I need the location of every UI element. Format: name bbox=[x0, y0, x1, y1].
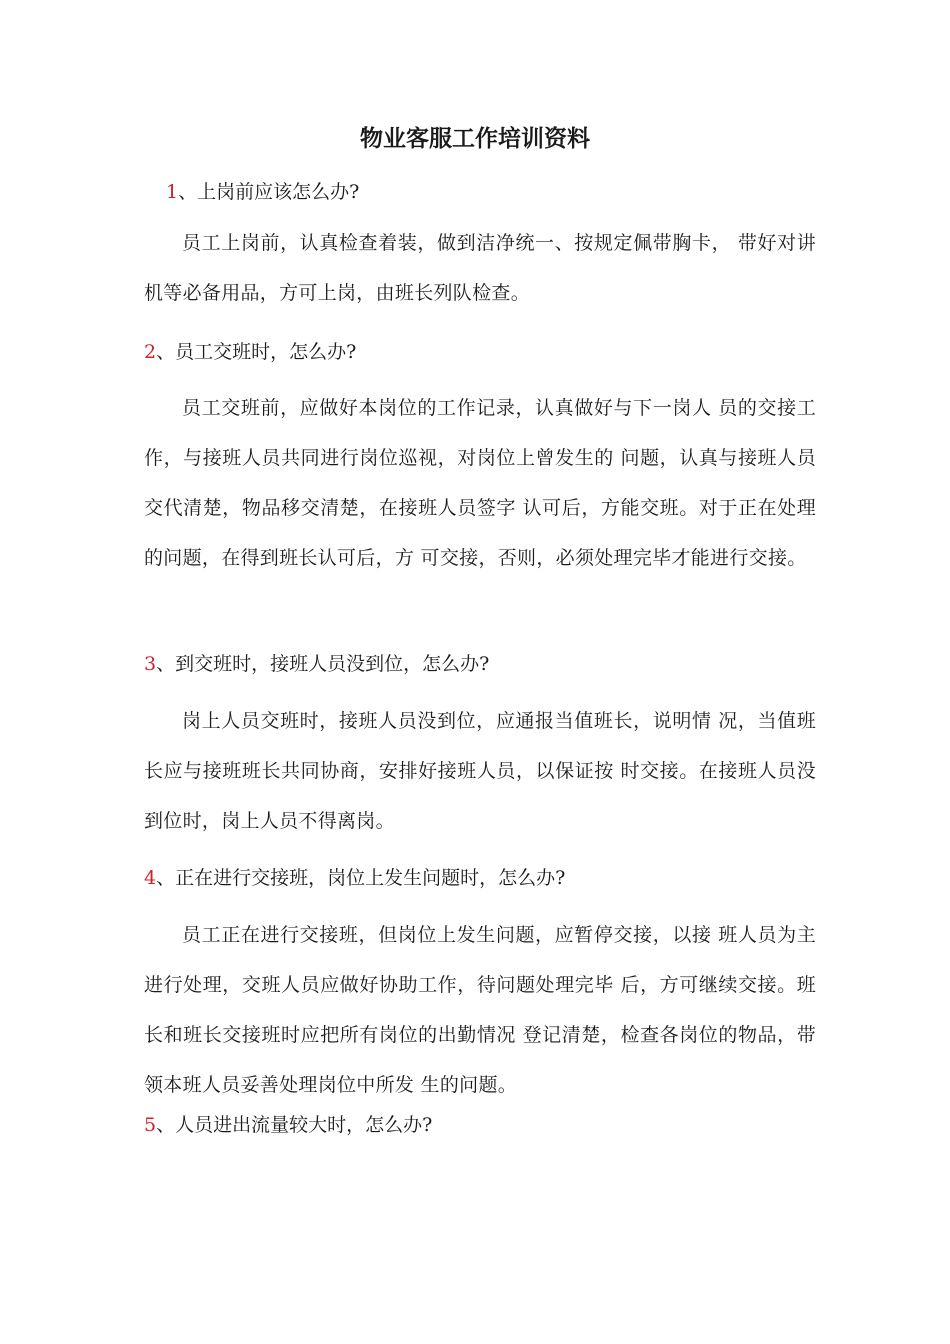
question-4-text: 正在进行交接班，岗位上发生问题时，怎么办? bbox=[175, 867, 566, 889]
answer-2: 员工交班前，应做好本岗位的工作记录，认真做好与下一岗人 员的交接工作，与接班人员共同进行岗位巡视，对岗位上曾发生的 问题，认真与接班人员交代清楚，物品移交清楚，在接班人员签字 认可后，方能交班。对于正在处理的问题，在得到班长认可后，方 可交接，否则，必须处理完毕才能进行交接。 bbox=[144, 397, 816, 569]
question-2 bbox=[144, 337, 824, 367]
question-4-number: 4 bbox=[144, 867, 157, 889]
question-4 bbox=[144, 863, 824, 893]
question-1 bbox=[166, 177, 846, 207]
question-1-text: 上岗前应该怎么办? bbox=[197, 181, 360, 203]
question-1-separator: 、 bbox=[178, 181, 198, 203]
question-5-text: 人员进出流量较大时，怎么办? bbox=[175, 1114, 433, 1136]
question-3-separator: 、 bbox=[156, 653, 176, 675]
question-3-number: 3 bbox=[144, 653, 157, 675]
answer-1: 员工上岗前，认真检查着装，做到洁净统一、按规定佩带胸卡， 带好对讲机等必备用品，方可上岗，由班长列队检查。 bbox=[144, 232, 816, 304]
question-5 bbox=[144, 1110, 824, 1140]
question-4-separator: 、 bbox=[156, 867, 176, 889]
question-2-separator: 、 bbox=[156, 341, 176, 363]
answer-4: 员工正在进行交接班，但岗位上发生问题，应暂停交接，以接 班人员为主进行处理，交班人员应做好协助工作，待问题处理完毕 后，方可继续交接。班长和班长交接班时应把所有岗位的出勤情况 登记清楚，检查各岗位的物品，带领本班人员妥善处理岗位中所发 生的问题。 bbox=[144, 924, 816, 1096]
question-3 bbox=[144, 649, 824, 679]
question-5-separator: 、 bbox=[156, 1114, 176, 1136]
question-2-text: 员工交班时，怎么办? bbox=[175, 341, 357, 363]
question-3-text: 到交班时，接班人员没到位，怎么办? bbox=[175, 653, 490, 675]
document-title: 物业客服工作培训资料 bbox=[360, 126, 590, 152]
question-2-number: 2 bbox=[144, 341, 157, 363]
answer-3: 岗上人员交班时，接班人员没到位，应通报当值班长，说明情 况，当值班长应与接班班长共同协商，安排好接班人员，以保证按 时交接。在接班人员没到位时，岗上人员不得离岗。 bbox=[144, 710, 816, 832]
question-5-number: 5 bbox=[144, 1114, 157, 1136]
question-1-number: 1 bbox=[166, 181, 179, 203]
